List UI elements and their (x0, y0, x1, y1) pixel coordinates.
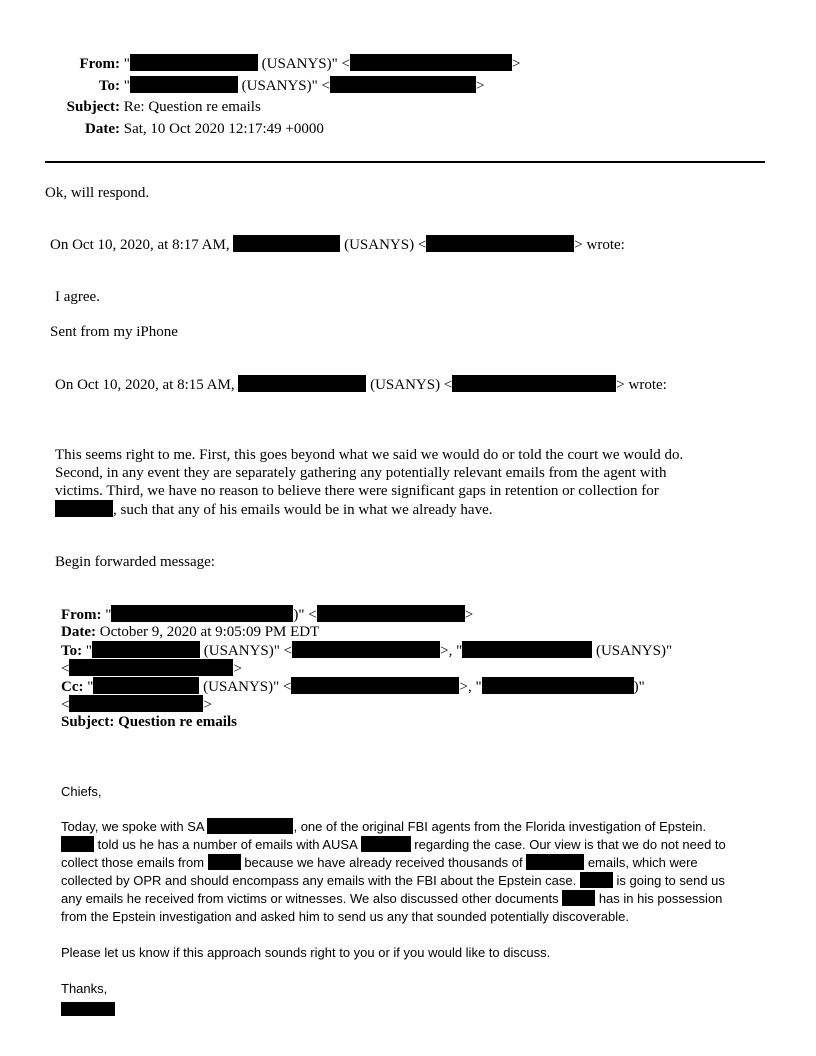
redacted-email (452, 375, 616, 392)
quote2-attribution-middle: (USANYS) < (370, 377, 453, 393)
quote2-attribution (55, 375, 667, 394)
quote1-body: I agree. (55, 289, 100, 305)
fwd-greeting: Chiefs, (61, 784, 102, 799)
fwd-p1-line-5 (61, 890, 722, 908)
fwd-p1-line-6: from the Epstein investigation and asked him to send us any that sounded potentially discoverable. (61, 909, 630, 924)
quote2-body-line-2: Second, in any event they are separately gathering any potentially relevant emails from the agent with (55, 465, 667, 481)
text-segment: collect those emails from (61, 855, 205, 870)
usanys-label: (USANYS)" (203, 643, 280, 659)
to-label: To: (98, 78, 120, 94)
fwd-date-row (61, 623, 319, 641)
quote2-attribution-prefix: On Oct 10, 2020, at 8:15 AM, (55, 377, 235, 393)
quote1-attribution-suffix: > wrote: (574, 237, 625, 253)
fwd-cc-row-cont: < > (61, 697, 212, 713)
date-label: Date: (85, 121, 120, 137)
quote2-line4-suffix: , such that any of his emails would be in what we already have. (113, 502, 493, 518)
fwd-from-label: From: (61, 607, 102, 623)
quote1-signature: Sent from my iPhone (50, 324, 178, 340)
text-segment: collected by OPR and should encompass any emails with the FBI about the Epstein case. (61, 873, 577, 888)
redacted-recipient-email (69, 659, 233, 676)
header-from-row: From: " (USANYS)" < > (60, 54, 520, 73)
redacted-name (580, 872, 613, 888)
redacted-signature (61, 1002, 115, 1016)
fwd-p2: Please let us know if this approach sounds right to you or if you would like to discuss. (61, 945, 551, 960)
text-segment: regarding the case. Our view is that we do not need to (414, 837, 726, 852)
redacted-ausa-name (361, 836, 411, 852)
header-date-row (60, 120, 324, 138)
header-to-row: To: " (USANYS)" < > (60, 76, 484, 95)
quote1-attribution (50, 235, 625, 254)
fwd-date-value: October 9, 2020 at 9:05:09 PM EDT (99, 624, 320, 640)
redacted-recipient-name (130, 76, 238, 93)
quote2-body-line-4 (55, 500, 492, 519)
header-subject-row (60, 98, 261, 116)
redacted-sender-email (350, 54, 512, 71)
usanys-label: (USANYS)" (595, 643, 673, 659)
subject-value: Re: Question re emails (123, 99, 261, 115)
redacted-sender-name (111, 605, 293, 622)
subject-label: Subject: (66, 99, 120, 115)
redacted-recipient-name (462, 641, 592, 658)
forwarded-intro: Begin forwarded message: (55, 554, 215, 570)
usanys-label: (USANYS)" (203, 679, 280, 695)
text-segment: any emails he received from victims or witnesses. We also discussed other documents (61, 891, 559, 906)
from-suffix: (USANYS)" (261, 56, 338, 72)
fwd-closing: Thanks, (61, 981, 108, 996)
redacted-recipient-name (92, 641, 200, 658)
text-segment: has in his possession (598, 891, 723, 906)
fwd-p1-line-3 (61, 854, 698, 872)
fwd-p1-line-4 (61, 872, 725, 890)
header-divider (45, 161, 765, 163)
redacted-cc-email (291, 677, 459, 694)
redacted-recipient-email (330, 76, 476, 93)
fwd-cc-label: Cc: (61, 679, 84, 695)
redacted-name (562, 890, 595, 906)
fwd-signature (61, 1000, 115, 1018)
redacted-sender-email (317, 605, 465, 622)
redacted-cc-name (93, 677, 199, 694)
fwd-to-label: To: (61, 643, 83, 659)
quote2-attribution-suffix: > wrote: (616, 377, 667, 393)
text-segment: Today, we spoke with SA (61, 819, 204, 834)
redacted-agent-name (207, 818, 293, 834)
redacted-recipient-email (292, 641, 440, 658)
redacted-sender-name (130, 54, 258, 71)
to-suffix: (USANYS)" (241, 78, 318, 94)
redacted-cc-email (69, 695, 203, 712)
redacted-name (233, 235, 340, 252)
fwd-date-label: Date: (61, 624, 96, 640)
fwd-p1-line-2 (61, 836, 726, 854)
from-label: From: (79, 56, 120, 72)
redacted-name (55, 500, 113, 517)
quote1-attribution-prefix: On Oct 10, 2020, at 8:17 AM, (50, 237, 230, 253)
fwd-p1-line-1 (61, 818, 706, 836)
quote1-attribution-middle: (USANYS) < (344, 237, 427, 253)
redacted-name (61, 836, 94, 852)
fwd-to-row: To: " (USANYS)" < >, " (USANYS)" (61, 643, 673, 659)
date-value: Sat, 10 Oct 2020 12:17:49 +0000 (123, 121, 324, 137)
fwd-from-row: From: " )" < > (61, 607, 474, 623)
text-segment: emails, which were (587, 855, 698, 870)
quote2-body-line-1: This seems right to me. First, this goes beyond what we said we would do or told the court we would do. (55, 447, 684, 463)
fwd-cc-row: Cc: " (USANYS)" < >, " )" (61, 679, 645, 695)
redacted-cc-name (482, 677, 634, 694)
text-segment: , one of the original FBI agents from the Florida investigation of Epstein. (293, 819, 707, 834)
text-segment: because we have already received thousands of (244, 855, 523, 870)
redacted-name (526, 854, 584, 870)
text-segment: told us he has a number of emails with AUSA (97, 837, 358, 852)
fwd-subject-value: Question re emails (118, 714, 237, 730)
redacted-name (238, 375, 366, 392)
text-segment: is going to send us (616, 873, 725, 888)
fwd-to-row-cont: < > (61, 661, 242, 677)
redacted-email (426, 235, 574, 252)
quote2-body-line-3: victims. Third, we have no reason to believe there were significant gaps in retention or collection for (55, 483, 659, 499)
fwd-subject-row (61, 713, 237, 731)
fwd-subject-label: Subject: (61, 714, 115, 730)
reply-body: Ok, will respond. (45, 185, 150, 201)
redacted-name (208, 854, 241, 870)
